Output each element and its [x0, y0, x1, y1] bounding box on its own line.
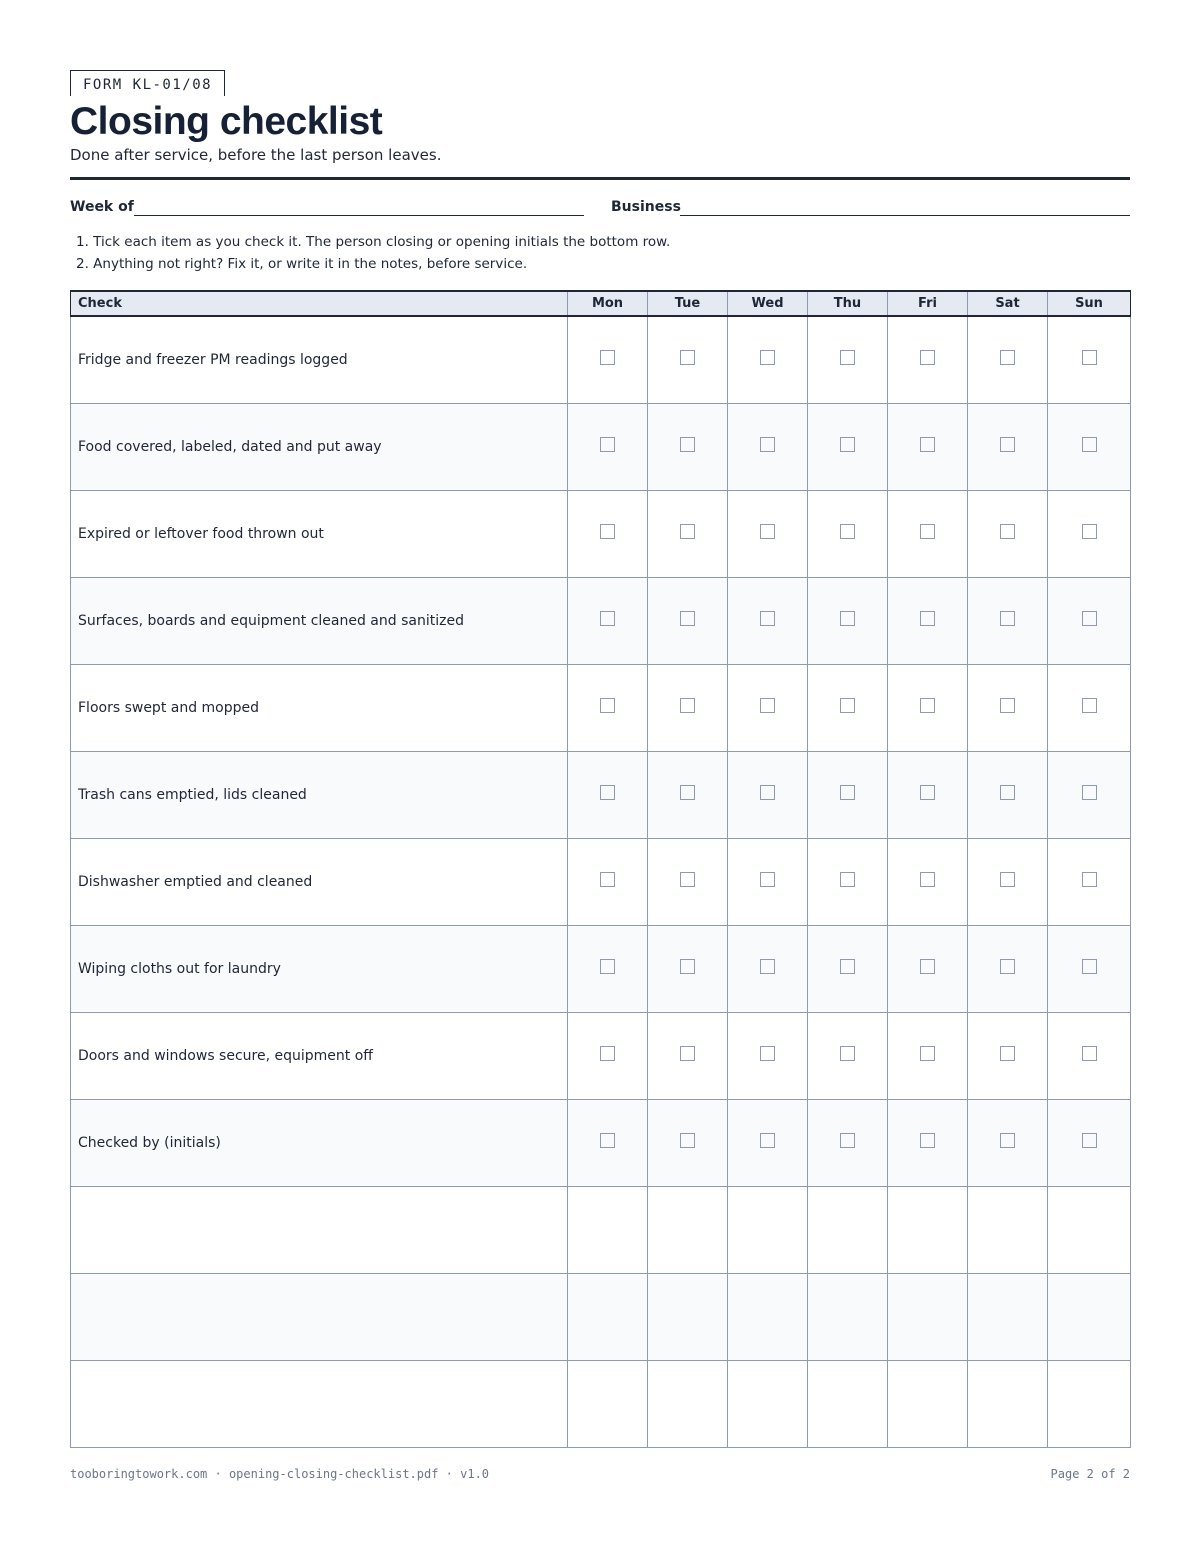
blank-day-cell-sun[interactable]: [1048, 1187, 1131, 1274]
checkbox-tue[interactable]: [680, 959, 695, 974]
checklist-item-cell: [71, 316, 568, 404]
checkbox-wed[interactable]: [760, 785, 775, 800]
checkbox-tue[interactable]: [680, 872, 695, 887]
checkbox-sat[interactable]: [1000, 437, 1015, 452]
checkbox-mon[interactable]: [600, 350, 615, 365]
checklist-row: [71, 1013, 1131, 1100]
day-cell-fri: [888, 491, 968, 578]
day-cell-mon: [568, 491, 648, 578]
checkbox-sun[interactable]: [1082, 1046, 1097, 1061]
checkbox-tue[interactable]: [680, 524, 695, 539]
checklist-row: [71, 1100, 1131, 1187]
day-cell-thu: [808, 316, 888, 404]
day-cell-sat: [968, 665, 1048, 752]
day-cell-fri: [888, 665, 968, 752]
instruction-item: 1. Tick each item as you check it. The person closing or opening initials the bottom row.: [76, 234, 671, 250]
day-cell-mon: [568, 578, 648, 665]
blank-row: [71, 1187, 1131, 1274]
checklist-item-label: Floors swept and mopped: [78, 700, 260, 716]
day-cell-sun: [1048, 926, 1131, 1013]
checkbox-sat[interactable]: [1000, 959, 1015, 974]
checkbox-thu[interactable]: [840, 350, 855, 365]
instructions-list: [76, 231, 670, 275]
week-of-label: Week of: [70, 199, 134, 215]
checkbox-wed[interactable]: [760, 350, 775, 365]
business-label: Business: [611, 199, 681, 215]
day-cell-sun: [1048, 752, 1131, 839]
checkbox-wed[interactable]: [760, 872, 775, 887]
checkbox-wed[interactable]: [760, 1046, 775, 1061]
blank-item-cell[interactable]: [71, 1361, 568, 1448]
checkbox-mon[interactable]: [600, 1133, 615, 1148]
header-rule: [70, 177, 1130, 180]
checklist-item-cell: [71, 839, 568, 926]
instruction-item: 2. Anything not right? Fix it, or write it in the notes, before service.: [76, 256, 528, 272]
footer-source: tooboringtowork.com · opening-closing-checklist.pdf · v1.0: [70, 1467, 490, 1481]
checkbox-sat[interactable]: [1000, 1133, 1015, 1148]
checkbox-thu[interactable]: [840, 611, 855, 626]
day-cell-sat: [968, 839, 1048, 926]
checklist-item-cell: [71, 404, 568, 491]
day-cell-fri: [888, 1100, 968, 1187]
blank-day-cell-mon[interactable]: [568, 1187, 648, 1274]
checklist-row: [71, 316, 1131, 404]
checkbox-sun[interactable]: [1082, 959, 1097, 974]
checkbox-mon[interactable]: [600, 785, 615, 800]
checkbox-mon[interactable]: [600, 611, 615, 626]
day-cell-wed: [728, 491, 808, 578]
checklist-row: [71, 665, 1131, 752]
day-cell-wed: [728, 578, 808, 665]
blank-day-cell-wed[interactable]: [728, 1274, 808, 1361]
checklist-row: [71, 926, 1131, 1013]
day-header-mon: Mon: [568, 291, 648, 316]
checkbox-sun[interactable]: [1082, 611, 1097, 626]
day-cell-sat: [968, 578, 1048, 665]
day-cell-thu: [808, 578, 888, 665]
checklist-row: [71, 404, 1131, 491]
checkbox-fri[interactable]: [920, 785, 935, 800]
day-cell-thu: [808, 1013, 888, 1100]
day-cell-mon: [568, 665, 648, 752]
day-cell-sun: [1048, 491, 1131, 578]
checklist-item-label: Food covered, labeled, dated and put away: [78, 439, 382, 455]
day-cell-sun: [1048, 316, 1131, 404]
blank-item-cell[interactable]: [71, 1187, 568, 1274]
blank-day-cell-fri[interactable]: [888, 1361, 968, 1448]
checkbox-tue[interactable]: [680, 350, 695, 365]
checkbox-sun[interactable]: [1082, 524, 1097, 539]
checkbox-mon[interactable]: [600, 872, 615, 887]
checklist-item-label: Expired or leftover food thrown out: [78, 526, 324, 542]
blank-day-cell-mon[interactable]: [568, 1274, 648, 1361]
day-cell-thu: [808, 926, 888, 1013]
checklist-item-cell: [71, 491, 568, 578]
checklist-item-label: Wiping cloths out for laundry: [78, 961, 281, 977]
checkbox-fri[interactable]: [920, 350, 935, 365]
checkbox-mon[interactable]: [600, 524, 615, 539]
day-cell-tue: [648, 1013, 728, 1100]
checkbox-mon[interactable]: [600, 437, 615, 452]
checklist-row: [71, 491, 1131, 578]
checkbox-thu[interactable]: [840, 1046, 855, 1061]
checklist-item-cell: [71, 665, 568, 752]
page-title: Closing checklist: [70, 100, 383, 143]
day-cell-mon: [568, 839, 648, 926]
checkbox-fri[interactable]: [920, 1046, 935, 1061]
day-cell-sun: [1048, 1100, 1131, 1187]
checklist-item-cell: [71, 1100, 568, 1187]
day-cell-wed: [728, 1013, 808, 1100]
day-cell-thu: [808, 839, 888, 926]
checkbox-thu[interactable]: [840, 698, 855, 713]
day-cell-thu: [808, 491, 888, 578]
day-cell-tue: [648, 752, 728, 839]
day-cell-sat: [968, 404, 1048, 491]
checkbox-thu[interactable]: [840, 959, 855, 974]
day-cell-sat: [968, 316, 1048, 404]
checklist-item-label: Checked by (initials): [78, 1135, 221, 1151]
day-cell-fri: [888, 752, 968, 839]
checkbox-sun[interactable]: [1082, 785, 1097, 800]
day-header-fri: Fri: [888, 291, 968, 316]
checkbox-tue[interactable]: [680, 1046, 695, 1061]
checklist-body: [71, 316, 1131, 1448]
blank-day-cell-sat[interactable]: [968, 1274, 1048, 1361]
checkbox-wed[interactable]: [760, 1133, 775, 1148]
day-cell-tue: [648, 839, 728, 926]
checkbox-wed[interactable]: [760, 698, 775, 713]
day-cell-mon: [568, 1013, 648, 1100]
day-cell-sat: [968, 1100, 1048, 1187]
checkbox-fri[interactable]: [920, 611, 935, 626]
blank-day-cell-tue[interactable]: [648, 1274, 728, 1361]
day-cell-mon: [568, 1100, 648, 1187]
day-cell-mon: [568, 316, 648, 404]
checklist-item-label: Surfaces, boards and equipment cleaned and sanitized: [78, 613, 464, 629]
checkbox-sun[interactable]: [1082, 872, 1097, 887]
blank-day-cell-sat[interactable]: [968, 1187, 1048, 1274]
checklist-item-cell: [71, 578, 568, 665]
day-cell-wed: [728, 839, 808, 926]
checkbox-thu[interactable]: [840, 437, 855, 452]
day-cell-tue: [648, 926, 728, 1013]
checkbox-sat[interactable]: [1000, 524, 1015, 539]
day-header-sun: Sun: [1048, 291, 1131, 316]
checkbox-sun[interactable]: [1082, 1133, 1097, 1148]
checkbox-sun[interactable]: [1082, 350, 1097, 365]
day-cell-thu: [808, 1100, 888, 1187]
day-cell-sat: [968, 491, 1048, 578]
day-cell-tue: [648, 1100, 728, 1187]
day-header-tue: Tue: [648, 291, 728, 316]
checklist-item-label: Trash cans emptied, lids cleaned: [78, 787, 307, 803]
checkbox-fri[interactable]: [920, 959, 935, 974]
checkbox-wed[interactable]: [760, 524, 775, 539]
day-cell-fri: [888, 578, 968, 665]
form-code: FORM KL-01/08: [70, 70, 225, 96]
day-cell-sat: [968, 752, 1048, 839]
blank-day-cell-wed[interactable]: [728, 1361, 808, 1448]
day-cell-mon: [568, 404, 648, 491]
week-of-field[interactable]: [134, 215, 584, 216]
day-cell-sun: [1048, 839, 1131, 926]
day-cell-tue: [648, 491, 728, 578]
checkbox-sat[interactable]: [1000, 872, 1015, 887]
day-cell-tue: [648, 578, 728, 665]
blank-item-cell[interactable]: [71, 1274, 568, 1361]
blank-day-cell-tue[interactable]: [648, 1187, 728, 1274]
checkbox-fri[interactable]: [920, 437, 935, 452]
checklist-row: [71, 578, 1131, 665]
day-cell-sun: [1048, 665, 1131, 752]
day-cell-sat: [968, 926, 1048, 1013]
checkbox-sun[interactable]: [1082, 698, 1097, 713]
day-cell-sun: [1048, 404, 1131, 491]
checklist-item-cell: [71, 926, 568, 1013]
checkbox-thu[interactable]: [840, 1133, 855, 1148]
blank-day-cell-thu[interactable]: [808, 1187, 888, 1274]
day-cell-wed: [728, 665, 808, 752]
day-cell-thu: [808, 665, 888, 752]
checkbox-mon[interactable]: [600, 698, 615, 713]
business-field[interactable]: [680, 215, 1130, 216]
checkbox-thu[interactable]: [840, 785, 855, 800]
checkbox-fri[interactable]: [920, 872, 935, 887]
checklist-item-label: Dishwasher emptied and cleaned: [78, 874, 313, 890]
checkbox-thu[interactable]: [840, 872, 855, 887]
day-cell-mon: [568, 752, 648, 839]
day-cell-tue: [648, 404, 728, 491]
checklist-item-label: Fridge and freezer PM readings logged: [78, 352, 348, 368]
day-cell-tue: [648, 316, 728, 404]
day-header-thu: Thu: [808, 291, 888, 316]
day-cell-sun: [1048, 578, 1131, 665]
blank-day-cell-thu[interactable]: [808, 1274, 888, 1361]
checklist-item-label: Doors and windows secure, equipment off: [78, 1048, 373, 1064]
blank-day-cell-sun[interactable]: [1048, 1361, 1131, 1448]
checklist-item-cell: [71, 1013, 568, 1100]
checkbox-tue[interactable]: [680, 1133, 695, 1148]
checkbox-tue[interactable]: [680, 785, 695, 800]
day-cell-fri: [888, 926, 968, 1013]
day-cell-wed: [728, 1100, 808, 1187]
checkbox-sat[interactable]: [1000, 785, 1015, 800]
day-cell-fri: [888, 404, 968, 491]
checkbox-sat[interactable]: [1000, 350, 1015, 365]
page-subtitle: Done after service, before the last person leaves.: [70, 146, 442, 164]
checkbox-thu[interactable]: [840, 524, 855, 539]
checklist-table: [70, 290, 1131, 1448]
checkbox-wed[interactable]: [760, 611, 775, 626]
checkbox-tue[interactable]: [680, 698, 695, 713]
blank-day-cell-fri[interactable]: [888, 1274, 968, 1361]
day-cell-fri: [888, 839, 968, 926]
checkbox-fri[interactable]: [920, 524, 935, 539]
day-cell-fri: [888, 1013, 968, 1100]
checkbox-sun[interactable]: [1082, 437, 1097, 452]
checkbox-sat[interactable]: [1000, 698, 1015, 713]
blank-day-cell-sun[interactable]: [1048, 1274, 1131, 1361]
checkbox-fri[interactable]: [920, 698, 935, 713]
day-header-wed: Wed: [728, 291, 808, 316]
day-cell-mon: [568, 926, 648, 1013]
checkbox-wed[interactable]: [760, 437, 775, 452]
day-cell-wed: [728, 752, 808, 839]
blank-day-cell-wed[interactable]: [728, 1187, 808, 1274]
day-cell-wed: [728, 404, 808, 491]
blank-day-cell-tue[interactable]: [648, 1361, 728, 1448]
footer-page-number: Page 2 of 2: [1050, 1467, 1130, 1481]
checkbox-tue[interactable]: [680, 611, 695, 626]
checklist-row: [71, 839, 1131, 926]
day-cell-sun: [1048, 1013, 1131, 1100]
checkbox-fri[interactable]: [920, 1133, 935, 1148]
blank-day-cell-mon[interactable]: [568, 1361, 648, 1448]
day-cell-fri: [888, 316, 968, 404]
day-cell-tue: [648, 665, 728, 752]
blank-day-cell-fri[interactable]: [888, 1187, 968, 1274]
checkbox-mon[interactable]: [600, 1046, 615, 1061]
blank-row: [71, 1274, 1131, 1361]
checkbox-wed[interactable]: [760, 959, 775, 974]
checkbox-tue[interactable]: [680, 437, 695, 452]
checkbox-sat[interactable]: [1000, 1046, 1015, 1061]
table-header-row: [71, 291, 1131, 316]
day-cell-thu: [808, 404, 888, 491]
checkbox-mon[interactable]: [600, 959, 615, 974]
checklist-item-cell: [71, 752, 568, 839]
blank-day-cell-sat[interactable]: [968, 1361, 1048, 1448]
checklist-row: [71, 752, 1131, 839]
day-cell-thu: [808, 752, 888, 839]
day-cell-sat: [968, 1013, 1048, 1100]
checkbox-sat[interactable]: [1000, 611, 1015, 626]
day-cell-wed: [728, 316, 808, 404]
check-column-header: Check: [71, 291, 568, 316]
blank-row: [71, 1361, 1131, 1448]
day-cell-wed: [728, 926, 808, 1013]
day-header-sat: Sat: [968, 291, 1048, 316]
blank-day-cell-thu[interactable]: [808, 1361, 888, 1448]
